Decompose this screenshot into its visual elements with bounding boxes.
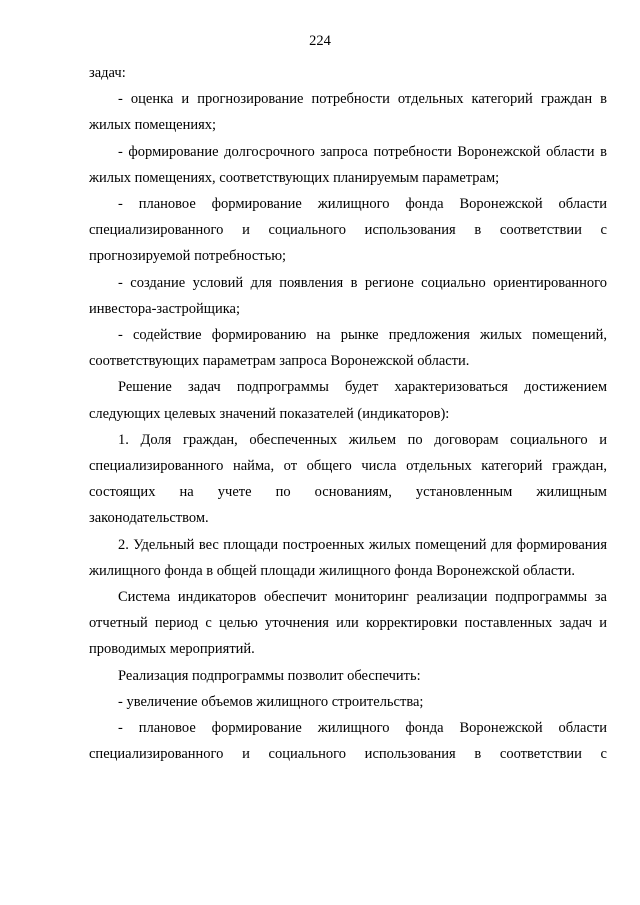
document-body [89, 60, 607, 767]
page-number: 224 [309, 33, 331, 49]
paragraph-8: 1. Доля граждан, обеспеченных жильем по договорам социального и специализированного найма, от общего числа отдельных категорий граждан, состоящих на учете по основаниям, установленным жилищным законодательством. [89, 431, 607, 527]
paragraph-12: - увеличение объемов жилищного строительства; [118, 693, 424, 710]
paragraph-6: - содействие формированию на рынке предложения жилых помещений, соответствующих параметрам запроса Воронежской области. [89, 327, 607, 370]
paragraph-13: - плановое формирование жилищного фонда Воронежской области специализированного и социального использования в соответствии с [89, 720, 607, 763]
paragraph-11: Реализация подпрограммы позволит обеспечить: [118, 667, 421, 684]
paragraph-2: - оценка и прогнозирование потребности отдельных категорий граждан в жилых помещениях; [89, 91, 607, 134]
paragraph-3: - формирование долгосрочного запроса потребности Воронежской области в жилых помещениях, соответствующих планируемым параметрам; [89, 143, 607, 186]
paragraph-1: задач: [89, 65, 126, 81]
paragraph-4: - плановое формирование жилищного фонда Воронежской области специализированного и социального использования в соответствии с прогнозируемой потребностью; [89, 196, 607, 265]
paragraph-5: - создание условий для появления в регионе социально ориентированного инвестора-застройщика; [89, 274, 607, 317]
paragraph-9: 2. Удельный вес площади построенных жилых помещений для формирования жилищного фонда в общей площади жилищного фонда Воронежской области. [89, 536, 607, 579]
paragraph-7: Решение задач подпрограммы будет характеризоваться достижением следующих целевых значений показателей (индикаторов): [89, 379, 607, 422]
paragraph-10: Система индикаторов обеспечит мониторинг реализации подпрограммы за отчетный период с целью уточнения или корректировки поставленных задач и проводимых мероприятий. [89, 589, 607, 658]
